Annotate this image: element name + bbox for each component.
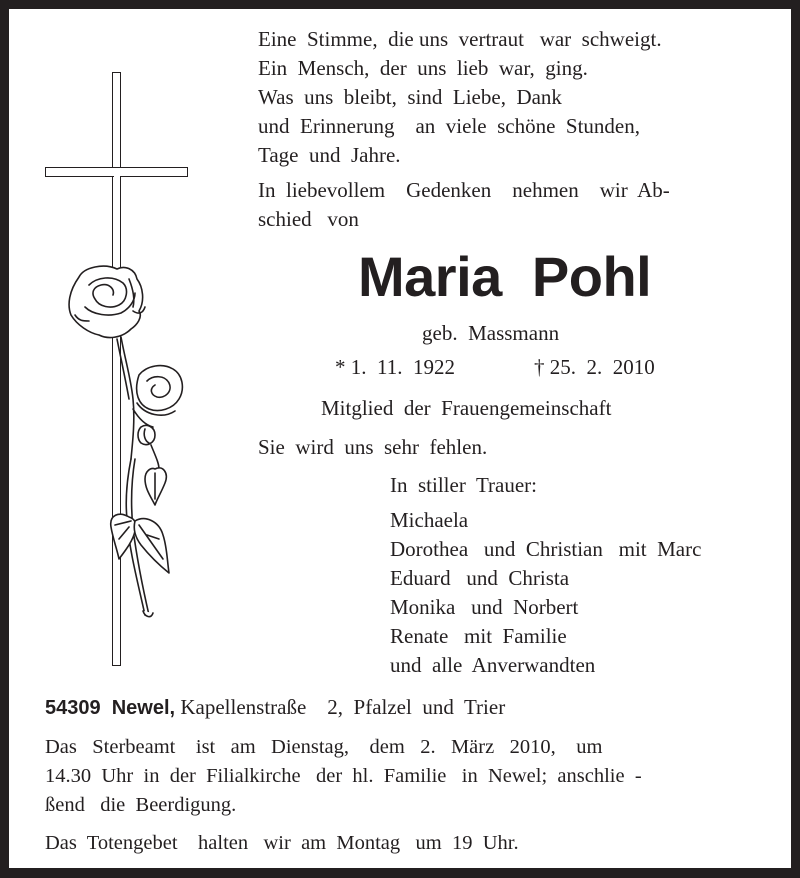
address-place: 54309 Newel,	[45, 697, 176, 719]
poem-line: Ein Mensch, der uns lieb war, ging.	[258, 56, 588, 80]
service-text: Das Sterbeamt ist am Dienstag, dem 2. März 2010, um	[45, 736, 603, 758]
mourner-name: Eduard und Christa	[390, 566, 570, 590]
obituary-notice	[9, 9, 791, 868]
poem-line: und Erinnerung an viele schöne Stunden,	[258, 114, 640, 138]
mourners-heading: In stiller Trauer:	[390, 473, 537, 497]
poem-line: Tage und Jahre.	[258, 143, 401, 167]
death-date: † 25. 2. 2010	[534, 355, 655, 379]
membership: Mitglied der Frauengemeinschaft	[321, 396, 612, 420]
poem-line: Eine Stimme, die uns vertraut war schweigt.	[258, 27, 662, 51]
intro-text: In liebevollem Gedenken nehmen wir Ab-	[258, 178, 670, 202]
mourner-name: Monika und Norbert	[390, 595, 579, 619]
cross-joint	[114, 168, 120, 177]
address-line	[45, 693, 505, 723]
prayer-text: Das Totengebet halten wir am Montag um 19 Uhr.	[45, 832, 519, 854]
poem-line: Was uns bleibt, sind Liebe, Dank	[258, 85, 562, 109]
service-text: 14.30 Uhr in der Filialkirche der hl. Familie in Newel; anschlie -	[45, 765, 642, 787]
mourner-name: Dorothea und Christian mit Marc	[390, 537, 702, 561]
roses-icon	[59, 259, 199, 629]
mourner-name: und alle Anverwandten	[390, 653, 596, 677]
mourner-name: Renate mit Familie	[390, 624, 567, 648]
birth-date: * 1. 11. 1922	[335, 355, 455, 379]
birth-name: geb. Massmann	[422, 321, 560, 345]
missed-text: Sie wird uns sehr fehlen.	[258, 435, 488, 459]
service-text: ßend die Beerdigung.	[45, 794, 237, 816]
deceased-name: Maria Pohl	[358, 245, 652, 308]
address-street: Kapellenstraße 2, Pfalzel und Trier	[175, 695, 506, 719]
mourner-name: Michaela	[390, 508, 469, 532]
intro-text: schied von	[258, 207, 359, 231]
